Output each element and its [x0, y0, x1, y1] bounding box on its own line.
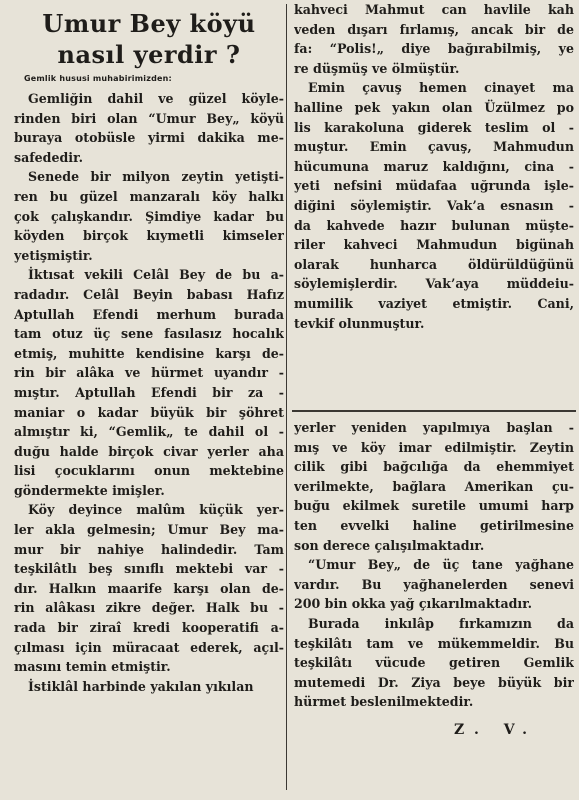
text-line: buraya otobüsle yirmi dakika me- [14, 130, 284, 146]
paragraph [294, 78, 574, 333]
text-line: hürmet beslenilmektedir. [294, 694, 474, 710]
paragraph [294, 614, 574, 712]
text-line: mur bir nahiye halindedir. Tam [14, 541, 284, 557]
text-line: tam otuz üç sene fasılasız hocalık [14, 326, 284, 342]
text-line: köyden birçok kıymetli kimseler [14, 228, 284, 244]
text-line: çok çalışkandır. Şimdiye kadar bu [14, 208, 284, 224]
paragraph [294, 0, 574, 78]
text-line: rada bir ziraî kredi kooperatifi a- [14, 620, 284, 636]
text-line: yetişmiştir. [14, 247, 93, 263]
text-line: mış ve köy imar edilmiştir. Zeytin [294, 439, 574, 455]
article-column-right-top [294, 0, 574, 333]
text-line: maniar o kadar büyük bir şöhret [14, 404, 284, 420]
text-line: mumilik vaziyet etmiştir. Cani, [294, 295, 574, 311]
author-signature: Z. V. [454, 721, 538, 738]
article-column-left [14, 6, 284, 696]
text-line: ler akla gelmesin; Umur Bey ma- [14, 522, 284, 538]
text-line: hücumuna maruz kaldığını, cina - [294, 158, 574, 174]
text-line: fa: “Polis!„ diye bağırabilmiş, ye [294, 41, 574, 57]
paragraph [14, 500, 284, 676]
headline-line-1: Umur Bey köyü [42, 9, 256, 38]
text-line: söylemişlerdir. Vak’aya müddeiu- [294, 276, 574, 292]
paragraph [14, 89, 284, 167]
text-line: yerler yeniden yapılmıya başlan - [294, 420, 574, 435]
text-line: vardır. Bu yağhanelerden senevi [294, 576, 574, 592]
text-line: almıştır ki, “Gemlik„ te dahil ol - [14, 424, 284, 440]
text-line: teşkilâtlı beş sınıflı mektebi var - [14, 561, 284, 577]
text-line: duğu halde birçok civar yerler aha [14, 443, 284, 459]
text-line: safededir. [14, 149, 83, 165]
text-line: yeti nefsini müdafaa uğrunda işle- [294, 178, 574, 194]
text-line: diğini söylemiştir. Vak’a esnasın - [294, 197, 574, 213]
text-line: çılması için müracaat ederek, açıl- [14, 639, 284, 655]
text-line: Burada inkılâp fırkamızın da [308, 615, 574, 631]
text-line: rinden biri olan “Umur Bey„ köyü [14, 110, 284, 126]
paragraph [294, 555, 574, 614]
text-line: rin alâkası zikre değer. Halk bu - [14, 600, 284, 616]
text-line: radadır. Celâl Beyin babası Hafız [14, 286, 284, 302]
article-body-right-top [294, 0, 574, 333]
section-divider [292, 410, 576, 412]
text-line: ten evvelki haline getirilmesine [294, 517, 574, 533]
text-line: verilmekte, bağlara Amerikan çu- [294, 478, 574, 494]
text-line: İktısat vekili Celâl Bey de bu a- [28, 267, 284, 283]
text-line: mıştır. Aptullah Efendi bir za - [14, 384, 284, 400]
paragraph [14, 167, 284, 265]
paragraph [14, 265, 284, 500]
text-line: riler kahveci Mahmudun bigünah [294, 237, 574, 253]
text-line: Aptullah Efendi merhum burada [14, 306, 284, 322]
text-line: halline pek yakın olan Üzülmez po [294, 99, 574, 115]
article-body-left [14, 89, 284, 696]
text-line: re düşmüş ve ölmüştür. [294, 60, 460, 76]
text-line: 200 bin okka yağ çıkarılmaktadır. [294, 596, 533, 612]
text-line: lis karakoluna giderek teslim ol - [294, 119, 574, 135]
article-column-right-bottom [294, 418, 574, 738]
text-line: veden dışarı fırlamış, ancak bir de [294, 21, 574, 37]
paragraph [14, 677, 284, 697]
text-line: teşkilâtı tam ve mükemmeldir. Bu [294, 635, 574, 651]
text-line: teşkilâtı vücude getiren Gemlik [294, 655, 574, 671]
headline-line-2: nasıl yerdir ? [57, 40, 241, 69]
text-line: lisi çocuklarını onun mektebine [14, 463, 284, 479]
text-line: Gemliğin dahil ve güzel köyle- [28, 91, 284, 106]
paragraph [294, 418, 574, 555]
text-line: cilik gibi bağcılığa da ehemmiyet [294, 459, 574, 475]
text-line: İstiklâl harbinde yakılan yıkılan [28, 678, 254, 694]
text-line: tevkif olunmuştur. [294, 315, 425, 331]
text-line: buğu ekilmek suretile umumi harp [294, 498, 574, 514]
text-line: kahveci Mahmut can havlile kah [294, 2, 574, 17]
text-line: rin bir alâka ve hürmet uyandır - [14, 365, 284, 381]
column-divider [286, 4, 287, 790]
text-line: ren bu güzel manzaralı köy halkı [14, 188, 284, 204]
text-line: Emin çavuş hemen cinayet ma [308, 80, 574, 96]
headline [14, 8, 284, 70]
text-line: masını temin etmiştir. [14, 659, 171, 675]
text-line: etmiş, muhitte kendisine karşı de- [14, 345, 284, 361]
text-line: Senede bir milyon zeytin yetişti- [28, 169, 284, 185]
text-line: dır. Halkın maarife karşı olan de- [14, 580, 284, 596]
text-line: da kahvede hazır bulunan müşte- [294, 217, 574, 233]
article-body-right-bottom [294, 418, 574, 712]
text-line: muştur. Emin çavuş, Mahmudun [294, 139, 574, 155]
text-line: olarak hunharca öldürüldüğünü [294, 256, 574, 272]
byline: Gemlik hususi muhabirimizden: [24, 74, 172, 83]
text-line: Köy deyince malûm küçük yer- [28, 502, 284, 518]
text-line: son derece çalışılmaktadır. [294, 537, 485, 553]
text-line: “Umur Bey„ de üç tane yağhane [308, 557, 574, 573]
text-line: mutemedi Dr. Ziya beye büyük bir [294, 674, 574, 690]
text-line: göndermekte imişler. [14, 482, 165, 498]
